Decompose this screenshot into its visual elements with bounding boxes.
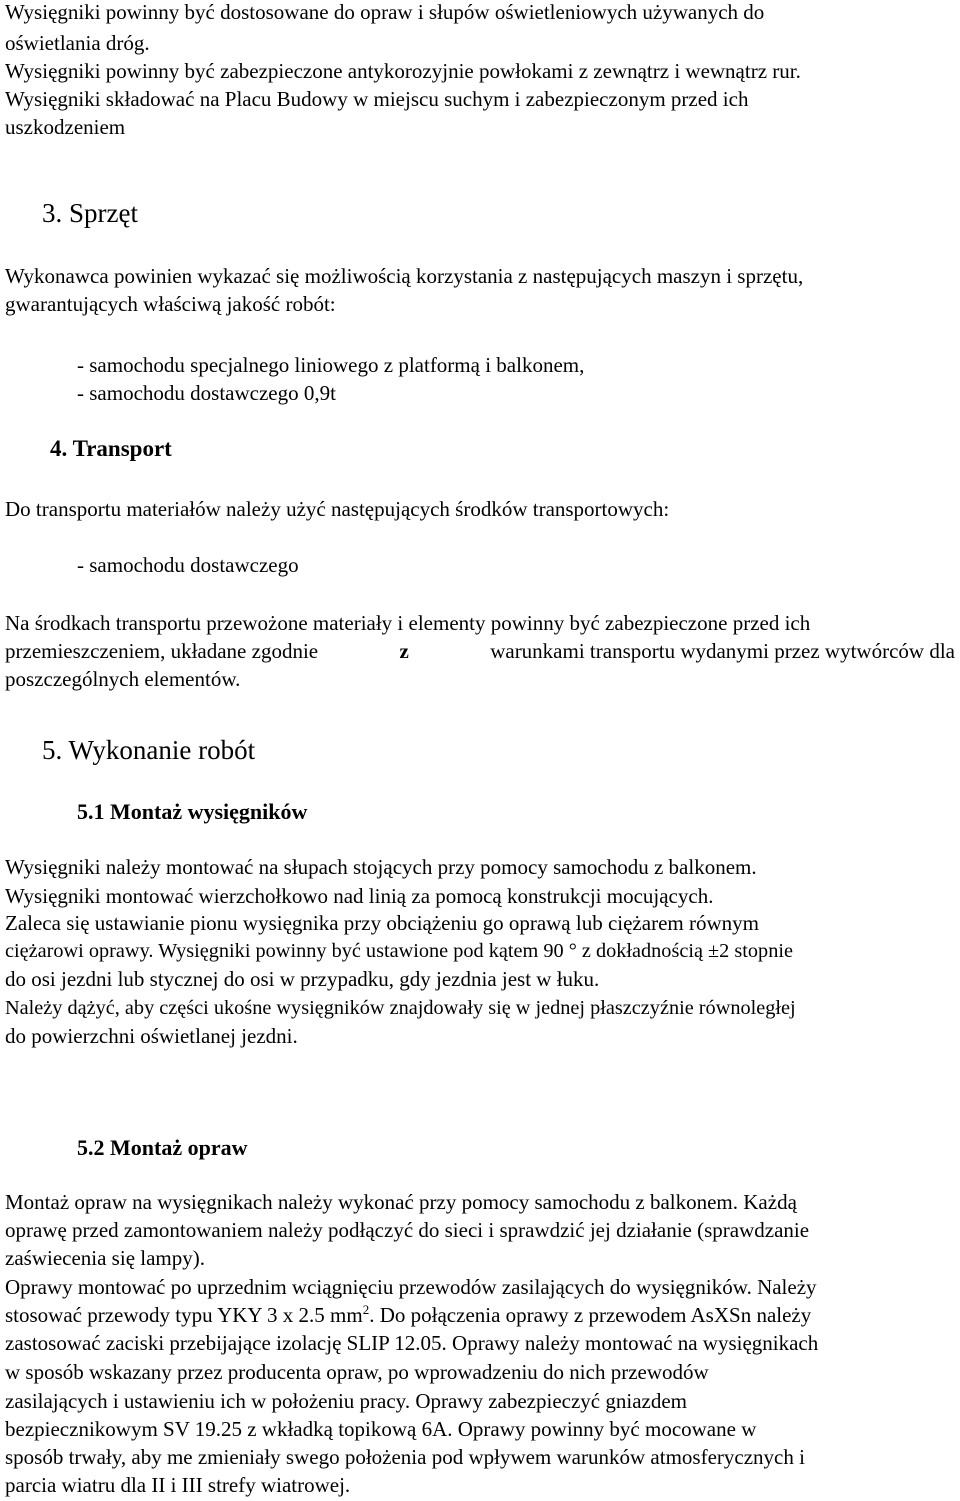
- section-heading-transport: 4. Transport: [50, 436, 172, 461]
- intro-line: Wysięgniki powinny być zabezpieczone antykorozyjnie powłokami z zewnątrz i wewnątrz rur.: [5, 59, 801, 83]
- subsection-line: Wysięgniki należy montować na słupach stojących przy pomocy samochodu z balkonem.: [5, 855, 757, 879]
- subsection-line: Wysięgniki montować wierzchołkowo nad linią za pomocą konstrukcji mocujących.: [5, 884, 714, 908]
- subsection-line: Oprawy montować po uprzednim wciągnięciu przewodów zasilających do wysięgników. Należy: [5, 1275, 817, 1299]
- subsection-line: do osi jezdni lub stycznej do osi w przypadku, gdy jezdnia jest w łuku.: [5, 967, 600, 991]
- subsection-line: sposób trwały, aby me zmieniały swego położenia pod wpływem warunków atmosferycznych i: [5, 1445, 805, 1469]
- subsection-line: parcia wiatru dla II i III strefy wiatrowej.: [5, 1473, 351, 1497]
- superscript: 2: [362, 1302, 370, 1317]
- subsection-line: do powierzchni oświetlanej jezdni.: [5, 1024, 298, 1048]
- subsection-line: Należy dążyć, aby części ukośne wysięgników znajdowały się w jednej płaszczyźnie równoległej: [5, 997, 796, 1019]
- subsection-line: Zaleca się ustawianie pionu wysięgnika przy obciążeniu go oprawą lub ciężarem równym: [5, 911, 759, 935]
- text-segment: warunkami transportu wydanymi przez wytwórców dla: [490, 639, 955, 663]
- text-segment: stosować przewody typu YKY 3 x 2.5 mm: [5, 1303, 363, 1327]
- section3-line: Wykonawca powinien wykazać się możliwością korzystania z następujących maszyn i sprzętu,: [5, 264, 804, 288]
- subsection-line: bezpiecznikowym SV 19.25 z wkładką topikową 6A. Oprawy powinny być mocowane w: [5, 1417, 757, 1441]
- intro-line: Wysięgniki powinny być dostosowane do opraw i słupów oświetleniowych używanych do: [5, 0, 765, 24]
- subsection-line: zastosować zaciski przebijające izolację SLIP 12.05. Oprawy należy montować na wysięgnikach: [5, 1331, 819, 1355]
- subsection-line: [5, 1302, 812, 1327]
- equipment-item: - samochodu dostawczego 0,9t: [77, 381, 336, 405]
- intro-line: uszkodzeniem: [5, 115, 126, 139]
- intro-line: Wysięgniki składować na Placu Budowy w miejscu suchym i zabezpieczonym przed ich: [5, 87, 749, 111]
- text-segment: Na środkach transportu przewożone materiały i elementy powinny być zabezpieczone przed ich: [5, 611, 811, 635]
- equipment-item: - samochodu specjalnego liniowego z platformą i balkonem,: [77, 353, 585, 377]
- subsection-line: zaświecenia się lampy).: [5, 1246, 205, 1270]
- transport-item: - samochodu dostawczego: [77, 553, 299, 577]
- subsection-line: zasilających i ustawieniu ich w położeniu pracy. Oprawy zabezpieczyć gniazdem: [5, 1389, 687, 1413]
- text-segment: . Do połączenia oprawy z przewodem AsXSn należy: [369, 1303, 812, 1327]
- subsection-line: ciężarowi oprawy. Wysięgniki powinny być ustawione pod kątem 90 ° z dokładnością ±2 stopnie: [5, 940, 793, 962]
- intro-line: oświetlania dróg.: [5, 31, 150, 55]
- section-heading-wykonanie: 5. Wykonanie robót: [42, 735, 256, 765]
- transport-paragraph-line: [5, 641, 955, 662]
- transport-intro: Do transportu materiałów należy użyć następujących środków transportowych:: [5, 497, 670, 521]
- subsection-heading-montaz-opraw: 5.2 Montaż opraw: [77, 1135, 248, 1160]
- text-segment: przemieszczeniem, układane zgodnie: [5, 639, 319, 663]
- section3-line: gwarantujących właściwą jakość robót:: [5, 292, 336, 316]
- transport-paragraph-line: [5, 613, 955, 634]
- subsection-line: Montaż opraw na wysięgnikach należy wykonać przy pomocy samochodu z balkonem. Każdą: [5, 1190, 797, 1214]
- transport-paragraph-line: poszczególnych elementów.: [5, 667, 241, 691]
- subsection-line: w sposób wskazany przez producenta opraw, po wprowadzeniu do nich przewodów: [5, 1360, 709, 1384]
- subsection-line: oprawę przed zamontowaniem należy podłączyć do sieci i sprawdzić jej działanie (sprawdzanie: [5, 1218, 810, 1242]
- subsection-heading-montaz-wysiegnikow: 5.1 Montaż wysięgników: [77, 799, 308, 824]
- section-heading-sprzet: 3. Sprzęt: [42, 198, 138, 228]
- text-segment-bold: z: [399, 639, 409, 663]
